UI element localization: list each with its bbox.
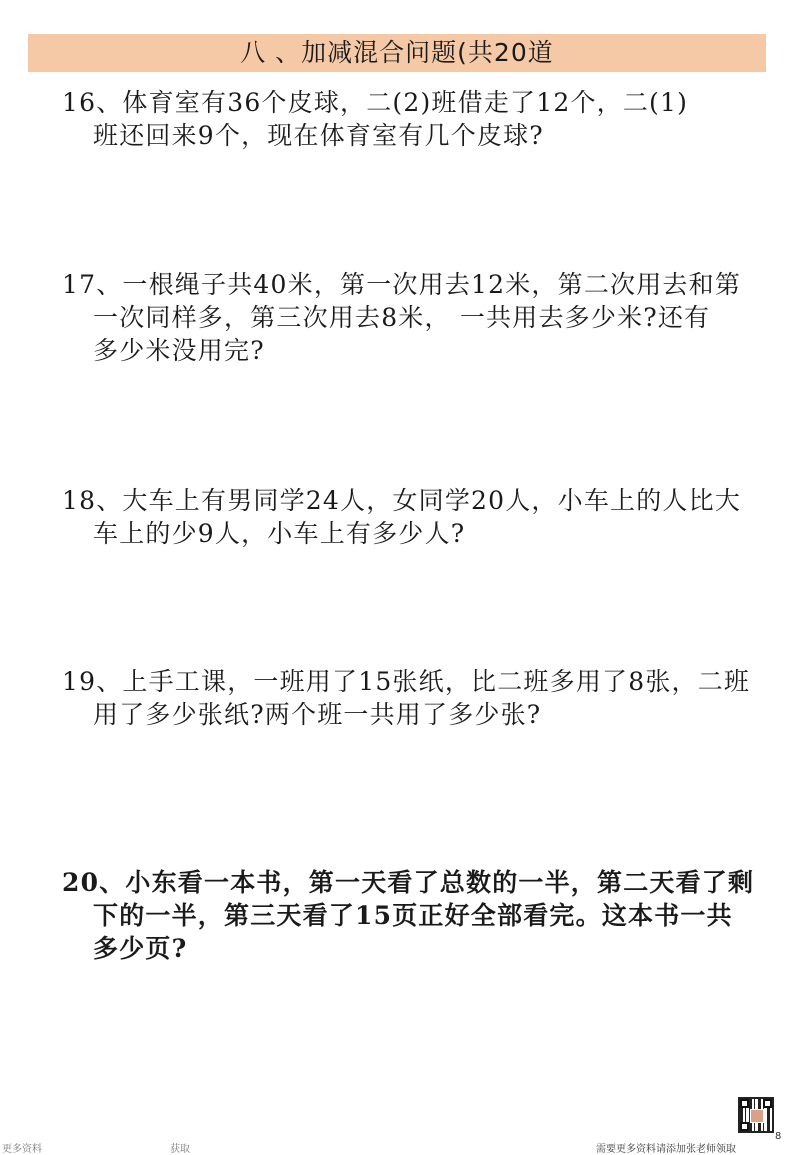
question-line: 多少米没用完?: [93, 336, 265, 365]
question-line: 17、一根绳子共40米，第一次用去12米，第二次用去和第: [62, 270, 742, 299]
question-line: 车上的少9人，小车上有多少人?: [93, 519, 466, 548]
footer-left-text: 更多资料: [2, 1144, 42, 1155]
question-17: [62, 268, 752, 367]
qr-code-icon: [738, 1097, 774, 1133]
question-line: 下的一半，第三天看了15页正好全部看完。这本书一共: [93, 901, 733, 930]
section-title: 八 、加减混合问题(共20道: [240, 38, 554, 67]
question-20: [62, 866, 755, 965]
question-line: 多少页?: [93, 934, 188, 963]
footer-mid-text: 获取: [170, 1144, 190, 1155]
question-line: 19、上手工课，一班用了15张纸，比二班多用了8张，二班: [62, 667, 751, 696]
question-line: 一次同样多，第三次用去8米， 一共用去多少米?还有: [93, 303, 711, 332]
footer-contact-text: 需要更多资料请添加张老师领取: [596, 1144, 736, 1155]
question-line: 16、体育室有36个皮球，二(2)班借走了12个，二(1): [62, 88, 689, 117]
section-header-banner: [28, 34, 766, 72]
page-number: 8: [775, 1131, 782, 1142]
question-16: [62, 86, 752, 152]
question-19: [62, 665, 752, 731]
question-line: 用了多少张纸?两个班一共用了多少张?: [93, 700, 542, 729]
question-line: 20、小东看一本书，第一天看了总数的一半，第二天看了剩: [62, 868, 755, 897]
question-line: 18、大车上有男同学24人，女同学20人，小车上的人比大: [62, 486, 742, 515]
question-line: 班还回来9个，现在体育室有几个皮球?: [93, 121, 544, 150]
question-18: [62, 484, 752, 550]
